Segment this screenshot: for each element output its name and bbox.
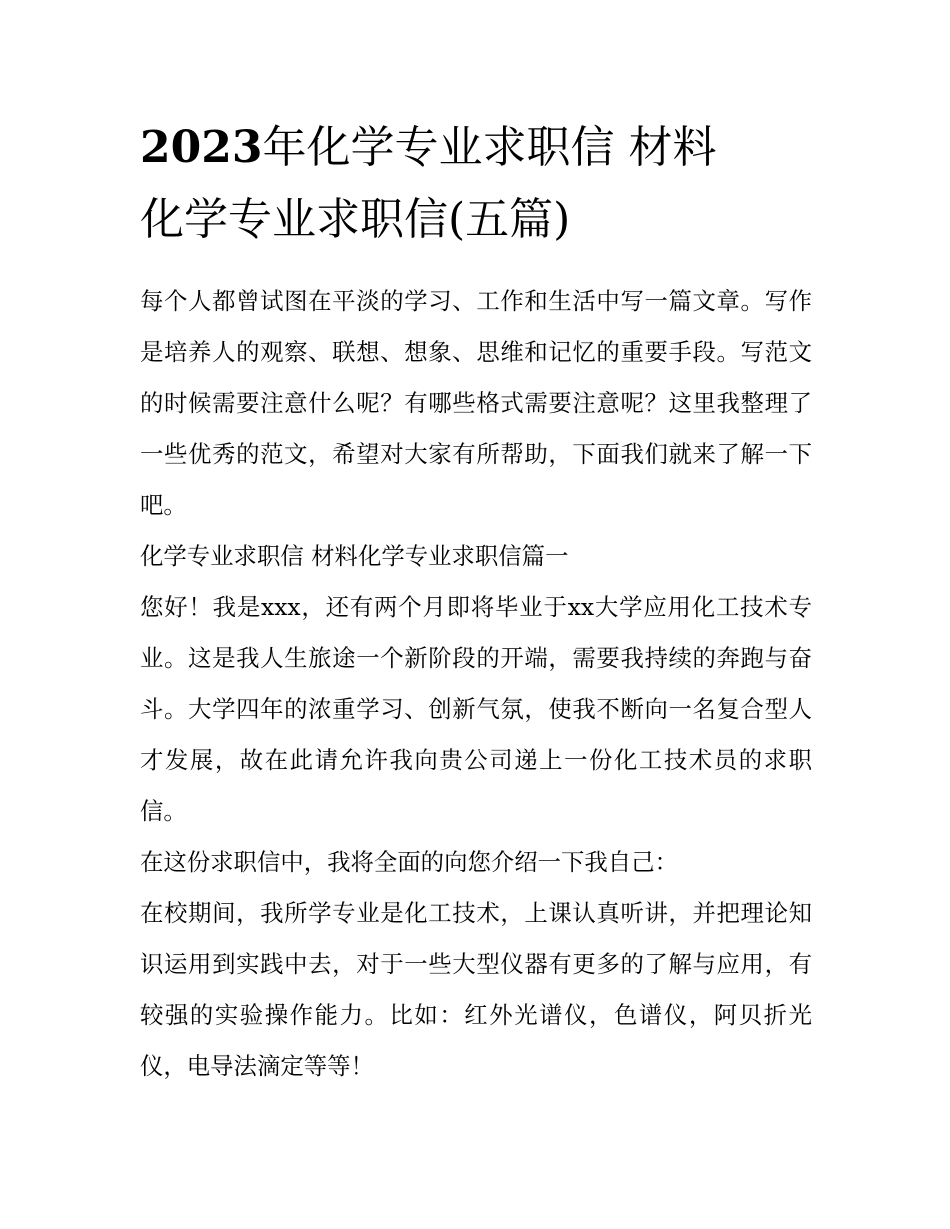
document-title — [140, 112, 840, 256]
document-body — [140, 276, 812, 1092]
section-heading: 化学专业求职信 材料化学专业求职信篇一 — [140, 542, 569, 570]
title-year: 2023 — [140, 122, 263, 173]
title-text: 年化学专业求职信 材料 化学专业求职信(五篇) — [140, 122, 717, 245]
intro-paragraph: 每个人都曾试图在平淡的学习、工作和生活中写一篇文章。写作是培养人的观察、联想、想象、思维和记忆的重要手段。写范文的时候需要注意什么呢？有哪些格式需要注意呢？这里我整理了一些优秀的范文，希望对大家有所帮助，下面我们就来了解一下吧。 — [140, 287, 812, 519]
letter-paragraph: 在这份求职信中，我将全面的向您介绍一下我自己： — [140, 848, 678, 876]
letter-paragraph: 您好！我是xxx，还有两个月即将毕业于xx大学应用化工技术专业。这是我人生旅途一个新阶段的开端，需要我持续的奔跑与奋斗。大学四年的浓重学习、创新气氛，使我不断向一名复合型人才发展，故在此请允许我向贵公司递上一份化工技术员的求职信。 — [140, 593, 812, 825]
letter-paragraph: 在校期间，我所学专业是化工技术，上课认真听讲，并把理论知识运用到实践中去，对于一些大型仪器有更多的了解与应用，有较强的实验操作能力。比如：红外光谱仪，色谱仪，阿贝折光仪，电导法滴定等等！ — [140, 899, 812, 1080]
